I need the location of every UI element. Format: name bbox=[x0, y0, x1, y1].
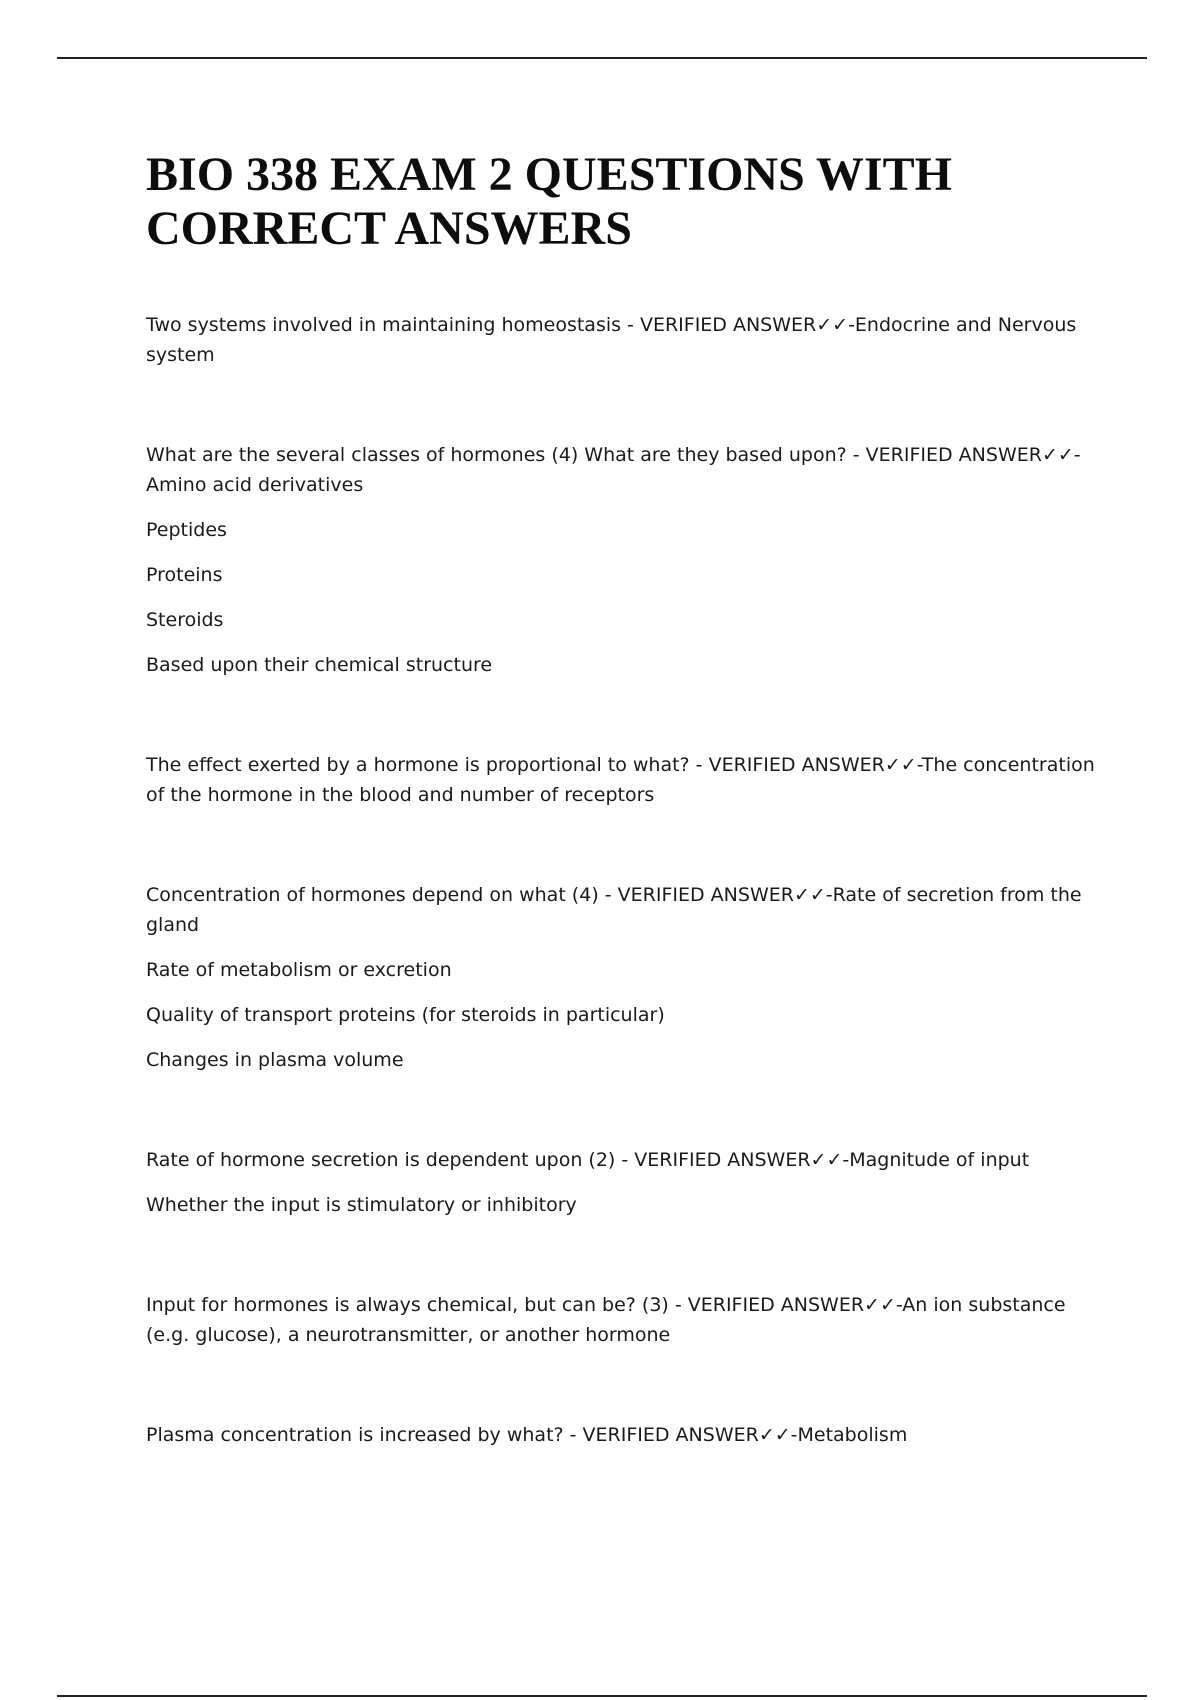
qa-item-4 bbox=[146, 880, 1106, 1075]
qa-item-5 bbox=[146, 1145, 1106, 1220]
qa-item-7 bbox=[146, 1420, 1106, 1450]
title-line-2: CORRECT ANSWERS bbox=[146, 202, 632, 255]
qa-text: The effect exerted by a hormone is proportional to what? - VERIFIED ANSWER✓✓-The concentration of the hormone in the blood and number of receptors bbox=[146, 754, 1095, 806]
qa-text: Based upon their chemical structure bbox=[146, 654, 493, 676]
qa-text: Quality of transport proteins (for steroids in particular) bbox=[146, 1004, 665, 1026]
qa-item-6 bbox=[146, 1290, 1106, 1350]
qa-text: Concentration of hormones depend on what (4) - VERIFIED ANSWER✓✓-Rate of secretion from the gland bbox=[146, 884, 1082, 936]
qa-text: Input for hormones is always chemical, but can be? (3) - VERIFIED ANSWER✓✓-An ion substance (e.g. glucose), a neurotransmitter, or another hormone bbox=[146, 1294, 1066, 1346]
qa-item-2 bbox=[146, 440, 1106, 680]
qa-text: Peptides bbox=[146, 519, 227, 541]
qa-text: Whether the input is stimulatory or inhibitory bbox=[146, 1194, 577, 1216]
qa-text: Two systems involved in maintaining homeostasis - VERIFIED ANSWER✓✓-Endocrine and Nervous system bbox=[146, 314, 1077, 366]
qa-text: Rate of hormone secretion is dependent upon (2) - VERIFIED ANSWER✓✓-Magnitude of input bbox=[146, 1149, 1030, 1171]
qa-list bbox=[146, 310, 1106, 1450]
document-title bbox=[146, 148, 1106, 256]
qa-item-3 bbox=[146, 750, 1106, 810]
qa-text: Steroids bbox=[146, 609, 224, 631]
bottom-rule bbox=[57, 1695, 1147, 1697]
top-rule bbox=[57, 57, 1147, 59]
document-body bbox=[146, 148, 1106, 1520]
qa-text: Proteins bbox=[146, 564, 223, 586]
title-line-1: BIO 338 EXAM 2 QUESTIONS WITH bbox=[146, 148, 952, 201]
qa-text: What are the several classes of hormones (4) What are they based upon? - VERIFIED ANSWER✓✓-Amino acid derivatives bbox=[146, 444, 1081, 496]
qa-text: Plasma concentration is increased by what? - VERIFIED ANSWER✓✓-Metabolism bbox=[146, 1424, 908, 1446]
qa-text: Changes in plasma volume bbox=[146, 1049, 404, 1071]
qa-item-1 bbox=[146, 310, 1106, 370]
qa-text: Rate of metabolism or excretion bbox=[146, 959, 452, 981]
